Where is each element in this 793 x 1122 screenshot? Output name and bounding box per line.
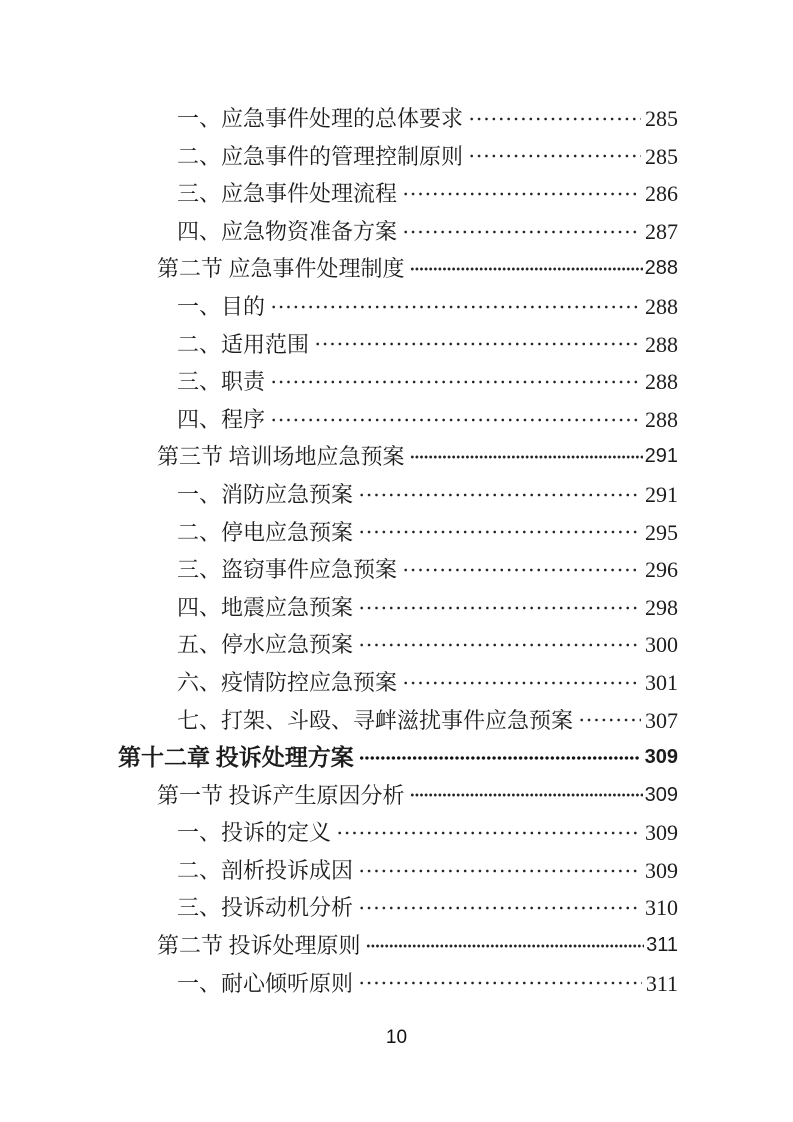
toc-entry-title: 三、职责 xyxy=(177,369,266,395)
toc-entry[interactable] xyxy=(118,438,678,476)
toc-entry-page-number: 311 xyxy=(645,970,678,996)
toc-entry-title: 二、停电应急预案 xyxy=(177,519,354,545)
toc-entry-page-number: 285 xyxy=(645,106,678,131)
toc-entry-title: 第二节 投诉处理原则 xyxy=(157,933,361,959)
dot-leader xyxy=(402,222,641,242)
toc-entry[interactable] xyxy=(118,363,678,401)
toc-entry-page-number: 309 xyxy=(645,857,678,883)
toc-entry-title: 二、应急事件的管理控制原则 xyxy=(177,143,464,169)
toc-entry[interactable] xyxy=(118,927,678,965)
toc-entry-page-number: 288 xyxy=(645,369,678,395)
toc-entry-title: 二、剖析投诉成因 xyxy=(177,857,354,883)
dot-leader xyxy=(402,560,641,580)
toc-entry-title: 一、应急事件处理的总体要求 xyxy=(177,106,464,131)
toc-entry-page-number: 298 xyxy=(645,594,678,620)
toc-entry-page-number: 296 xyxy=(645,557,678,583)
toc-entry-page-number: 288 xyxy=(645,331,678,357)
toc-entry-page-number: 285 xyxy=(645,143,678,169)
toc-entry-page-number: 291 xyxy=(645,481,678,507)
toc-entry[interactable] xyxy=(118,100,678,138)
dot-leader xyxy=(358,898,641,918)
toc-entry-page-number: 295 xyxy=(645,519,678,545)
toc-entry[interactable] xyxy=(118,852,678,890)
toc-entry-page-number: 309 xyxy=(644,783,678,806)
toc-entry-page-number: 311 xyxy=(646,934,678,957)
toc-entry-title: 四、地震应急预案 xyxy=(177,594,354,620)
toc-entry-title: 五、停水应急预案 xyxy=(177,632,354,658)
toc-entry[interactable] xyxy=(118,551,678,589)
toc-entry-title: 第一节 投诉产生原因分析 xyxy=(157,782,405,808)
toc-entry-page-number: 307 xyxy=(645,707,678,733)
toc-entry-title: 第十二章 投诉处理方案 xyxy=(118,745,354,771)
toc-entry-page-number: 288 xyxy=(645,406,678,432)
dot-leader xyxy=(358,485,641,505)
toc-entry[interactable] xyxy=(118,889,678,927)
table-of-contents xyxy=(118,100,678,1002)
toc-entry-title: 一、消防应急预案 xyxy=(177,481,354,507)
toc-entry-title: 三、盗窃事件应急预案 xyxy=(177,557,398,583)
toc-entry[interactable] xyxy=(118,514,678,552)
dot-leader xyxy=(359,748,639,768)
dot-leader xyxy=(358,598,641,618)
toc-entry[interactable] xyxy=(118,702,678,740)
dot-leader xyxy=(358,635,641,655)
dot-leader xyxy=(578,710,641,730)
toc-entry-title: 三、投诉动机分析 xyxy=(177,895,354,921)
toc-entry-title: 四、应急物资准备方案 xyxy=(177,218,398,244)
dot-leader xyxy=(270,410,641,430)
toc-entry[interactable] xyxy=(118,288,678,326)
toc-entry-title: 四、程序 xyxy=(177,406,266,432)
dot-leader xyxy=(270,297,641,317)
toc-entry[interactable] xyxy=(118,626,678,664)
toc-entry[interactable] xyxy=(118,589,678,627)
toc-entry[interactable] xyxy=(118,476,678,514)
toc-entry[interactable] xyxy=(118,739,678,777)
page-number-footer xyxy=(0,1027,793,1049)
toc-entry-title: 一、耐心倾听原则 xyxy=(177,970,354,996)
toc-entry-page-number: 310 xyxy=(645,895,678,921)
footer-page-number: 10 xyxy=(385,1027,408,1048)
dot-leader xyxy=(468,146,641,166)
toc-entry-page-number: 288 xyxy=(645,293,678,319)
toc-entry[interactable] xyxy=(118,401,678,439)
toc-entry-title: 三、应急事件处理流程 xyxy=(177,181,398,207)
toc-entry-title: 七、打架、斗殴、寻衅滋扰事件应急预案 xyxy=(177,707,574,733)
toc-entry[interactable] xyxy=(118,250,678,288)
toc-entry[interactable] xyxy=(118,138,678,176)
dot-leader xyxy=(410,447,643,467)
toc-entry[interactable] xyxy=(118,814,678,852)
dot-leader xyxy=(410,785,643,805)
toc-entry-title: 六、疫情防控应急预案 xyxy=(177,669,398,695)
dot-leader xyxy=(314,334,641,354)
toc-entry-page-number: 309 xyxy=(644,746,678,769)
toc-entry-title: 第三节 培训场地应急预案 xyxy=(157,444,405,470)
toc-entry-page-number: 288 xyxy=(644,257,678,280)
toc-entry-title: 第二节 应急事件处理制度 xyxy=(157,256,405,282)
toc-entry[interactable] xyxy=(118,175,678,213)
dot-leader xyxy=(358,522,641,542)
toc-entry-page-number: 291 xyxy=(644,445,678,468)
toc-entry[interactable] xyxy=(118,777,678,815)
dot-leader xyxy=(270,372,641,392)
toc-entry[interactable] xyxy=(118,326,678,364)
dot-leader xyxy=(410,259,643,279)
toc-entry-page-number: 287 xyxy=(645,218,678,244)
toc-entry[interactable] xyxy=(118,965,678,1003)
toc-entry[interactable] xyxy=(118,213,678,251)
toc-entry-title: 二、适用范围 xyxy=(177,331,310,357)
toc-entry-page-number: 286 xyxy=(645,181,678,207)
dot-leader xyxy=(402,673,641,693)
toc-entry-title: 一、投诉的定义 xyxy=(177,820,332,846)
dot-leader xyxy=(402,184,641,204)
dot-leader xyxy=(358,861,641,881)
dot-leader xyxy=(366,936,645,956)
dot-leader xyxy=(358,973,642,993)
toc-entry[interactable] xyxy=(118,664,678,702)
dot-leader xyxy=(468,109,641,129)
dot-leader xyxy=(336,823,641,843)
toc-entry-page-number: 301 xyxy=(645,669,678,695)
toc-entry-title: 一、目的 xyxy=(177,293,266,319)
toc-entry-page-number: 300 xyxy=(645,632,678,658)
toc-entry-page-number: 309 xyxy=(645,820,678,846)
